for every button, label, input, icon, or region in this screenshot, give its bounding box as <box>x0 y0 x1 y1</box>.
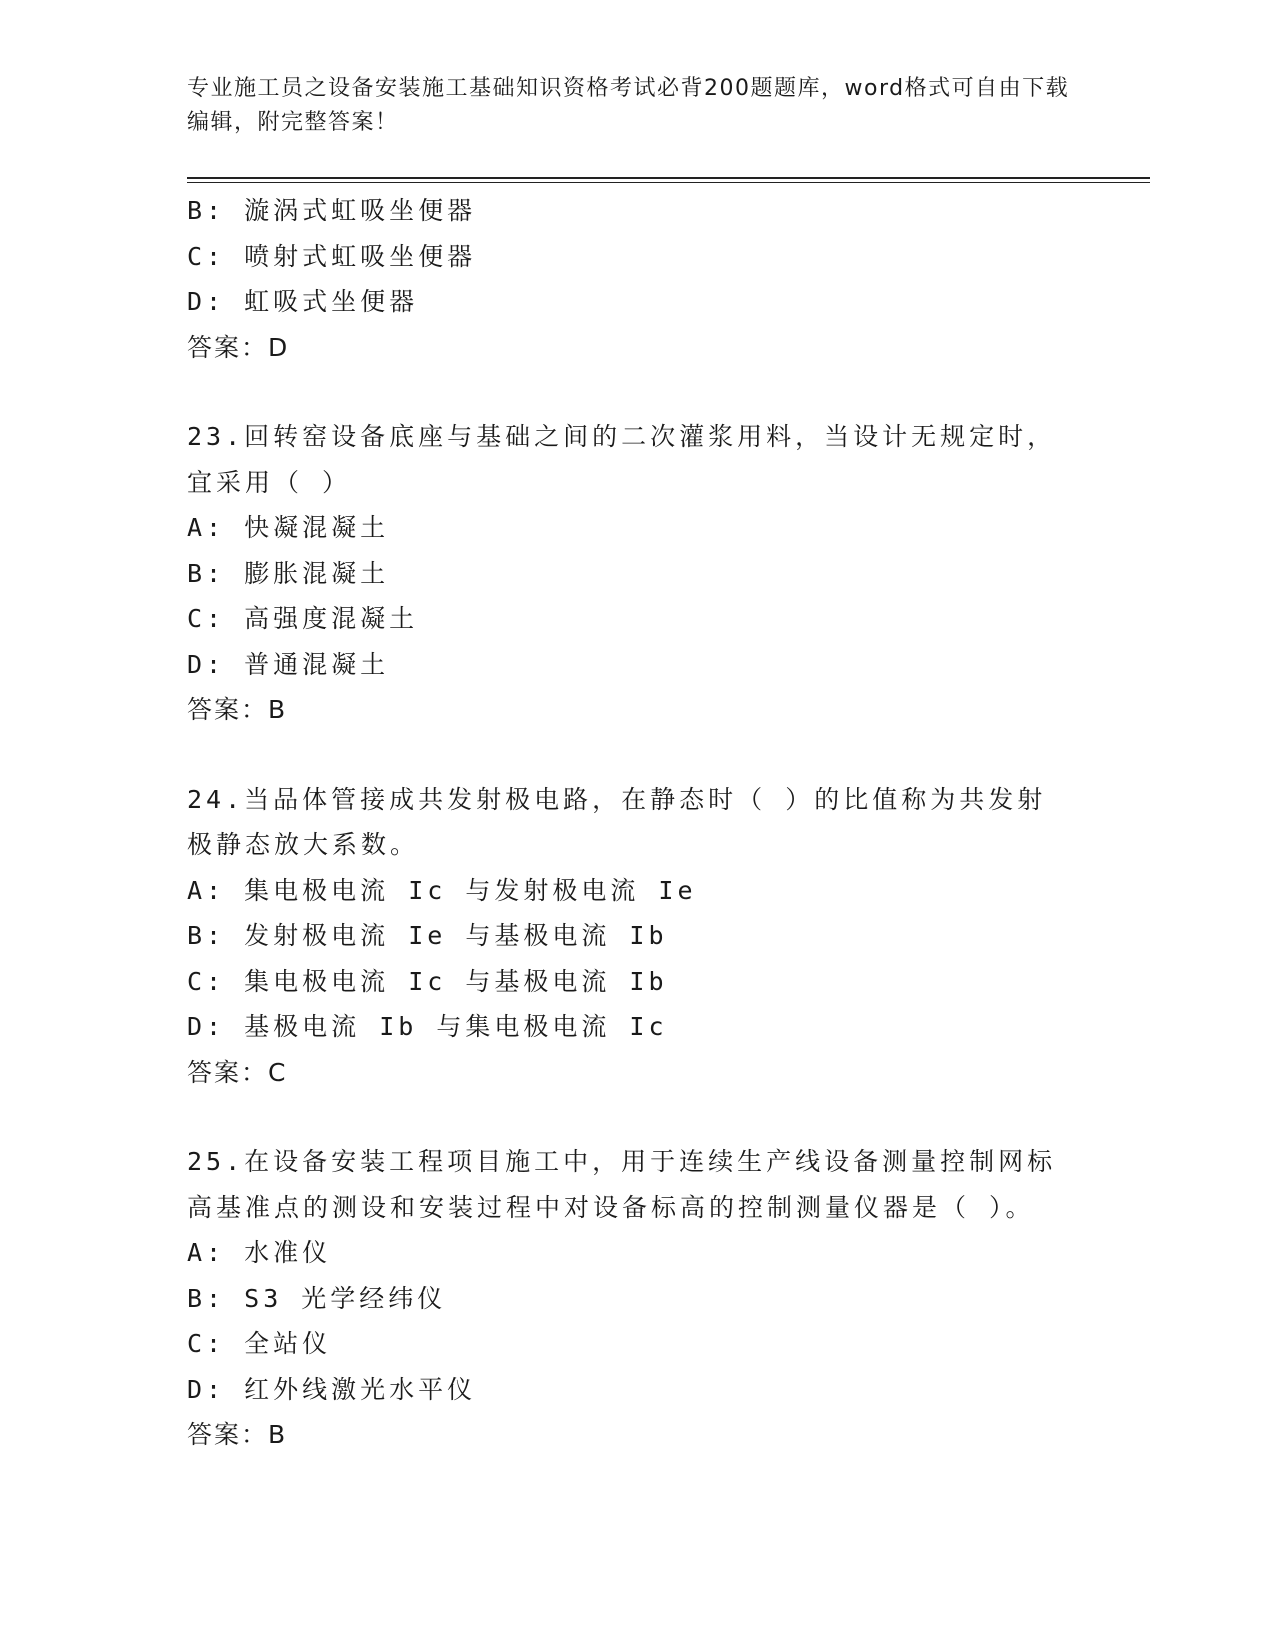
question-25 <box>187 1139 1087 1458</box>
option-c: C: 喷射式虹吸坐便器 <box>187 241 477 271</box>
option-d: D: 基极电流 Ib 与集电极电流 Ic <box>187 1012 668 1041</box>
question-stem: 25.在设备安装工程项目施工中，用于连续生产线设备测量控制网标高基准点的测设和安装过程中对设备标高的控制测量仪器是（ ）。 <box>187 1147 1057 1222</box>
question-stem: 24.当品体管接成共发射极电路，在静态时（ ）的比值称为共发射极静态放大系数。 <box>187 784 1047 859</box>
answer-line: 答案：D <box>187 332 290 362</box>
option-a: A: 水准仪 <box>187 1238 332 1267</box>
option-b: B: 膨胀混凝土 <box>187 558 390 588</box>
header-rule-thick <box>187 177 1150 179</box>
question-content <box>187 188 1087 1458</box>
question-continuation <box>187 188 1087 370</box>
answer-line: 答案：B <box>187 695 288 724</box>
option-b: B: 发射极电流 Ie 与基极电流 Ib <box>187 921 668 950</box>
answer-line: 答案：C <box>187 1057 288 1087</box>
option-b: B: 漩涡式虹吸坐便器 <box>187 196 477 225</box>
option-d: D: 普通混凝土 <box>187 649 390 679</box>
option-c: C: 集电极电流 Ic 与基极电流 Ib <box>187 966 668 996</box>
option-d: D: 红外线激光水平仪 <box>187 1374 477 1404</box>
answer-line: 答案：B <box>187 1420 288 1449</box>
question-23 <box>187 414 1087 733</box>
question-stem: 23.回转窑设备底座与基础之间的二次灌浆用料，当设计无规定时，宜采用（ ） <box>187 422 1057 497</box>
option-d: D: 虹吸式坐便器 <box>187 287 419 316</box>
option-a: A: 快凝混凝土 <box>187 513 390 542</box>
option-c: C: 高强度混凝土 <box>187 604 419 633</box>
document-header: 专业施工员之设备安装施工基础知识资格考试必背200题题库，word格式可自由下载编辑，附完整答案！ <box>187 76 1070 135</box>
option-c: C: 全站仪 <box>187 1329 332 1358</box>
question-24 <box>187 777 1087 1096</box>
option-b: B: S3 光学经纬仪 <box>187 1283 447 1313</box>
option-a: A: 集电极电流 Ic 与发射极电流 Ie <box>187 875 697 905</box>
header-rule-thin <box>187 182 1150 183</box>
